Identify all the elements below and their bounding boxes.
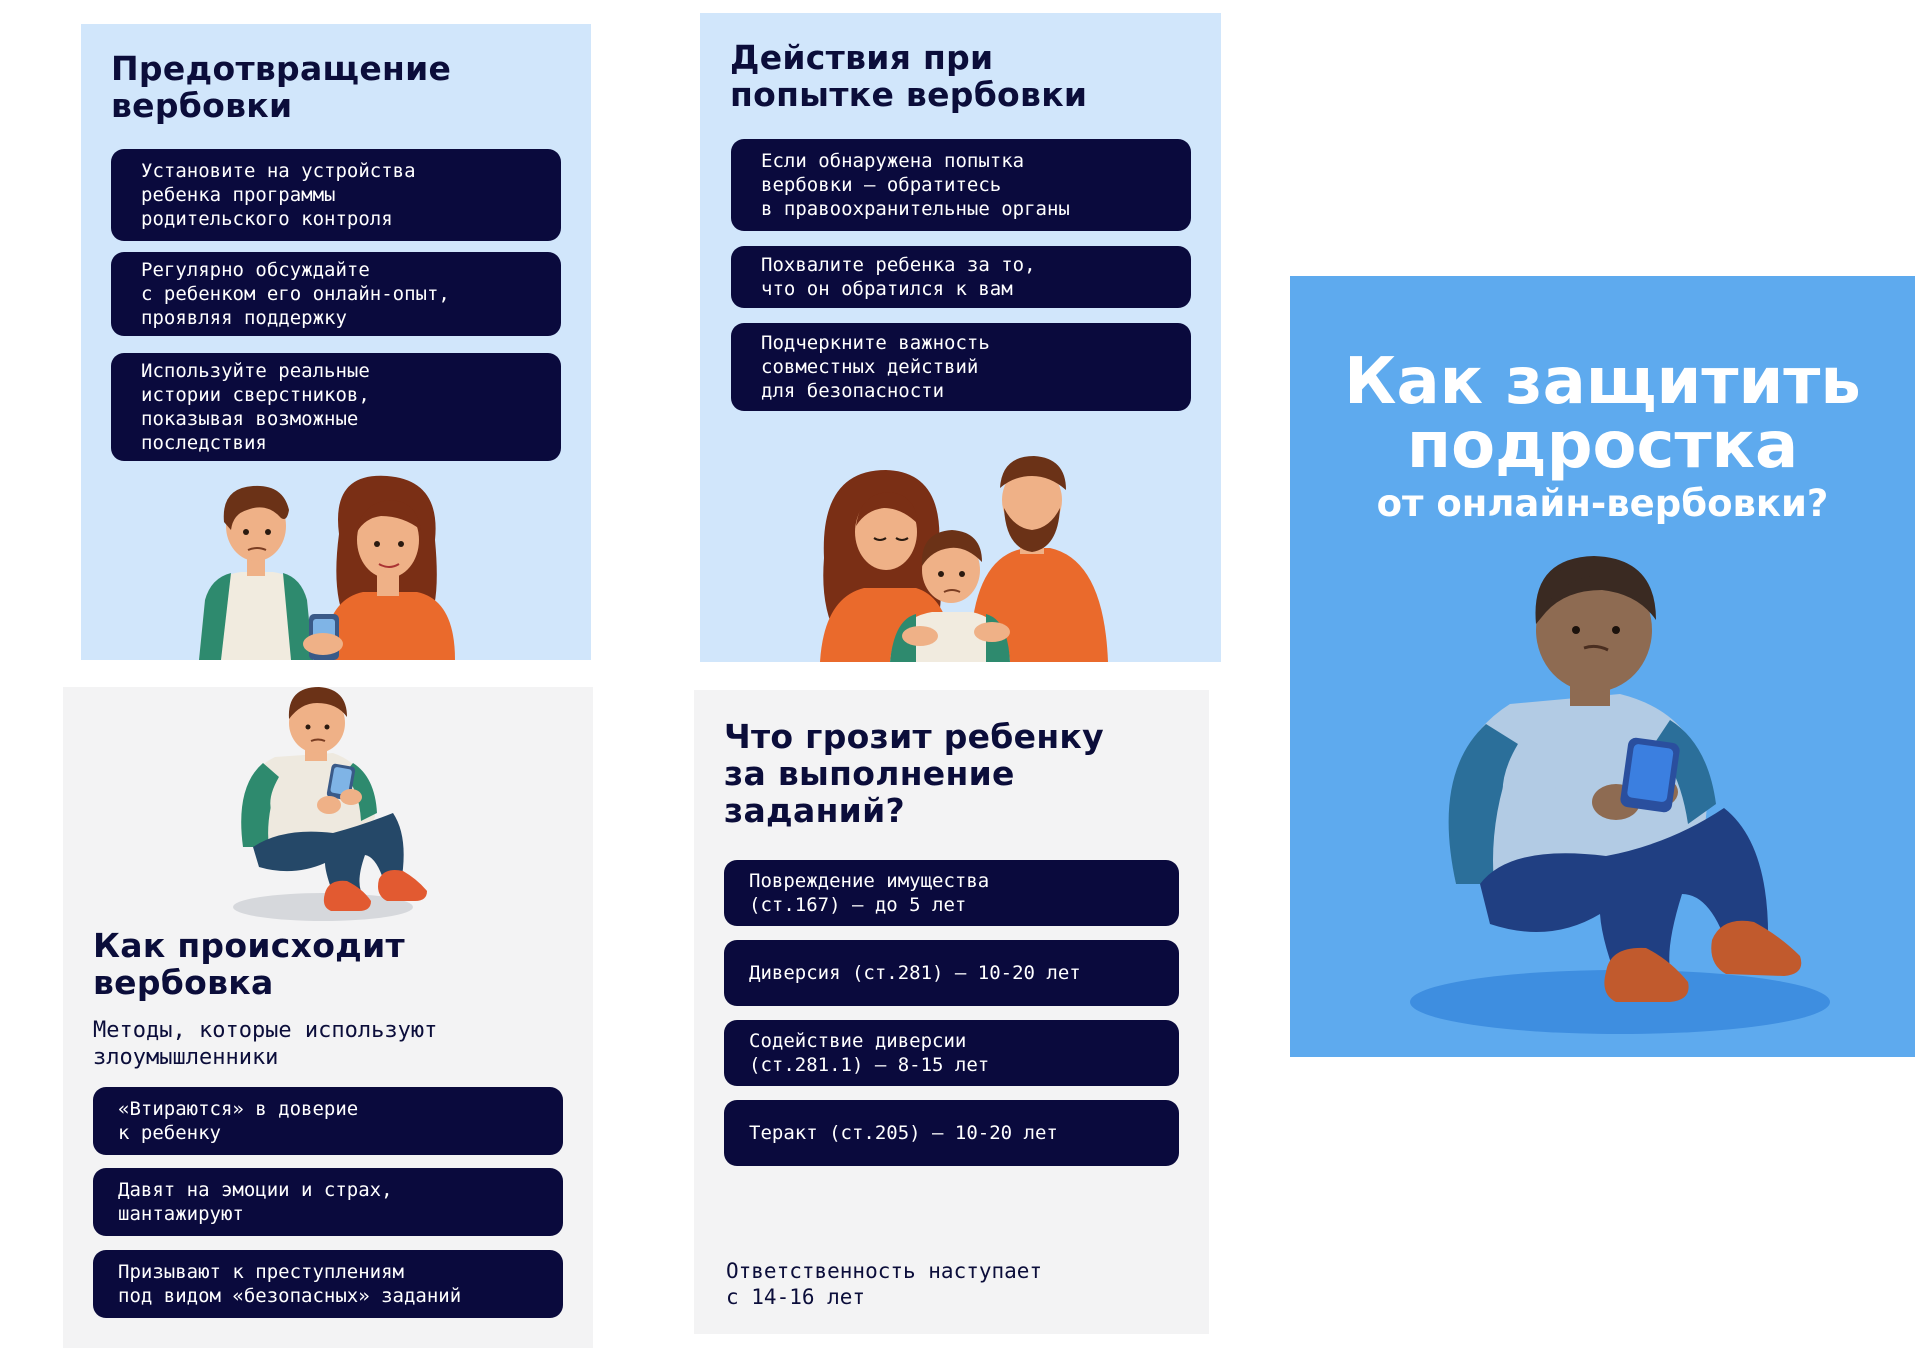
penalties-item-4: Теракт (ст.205) — 10-20 лет <box>724 1100 1179 1166</box>
prevention-item-3: Используйте реальные истории сверстников, показывая возможные последствия <box>111 353 561 461</box>
card-hero <box>1290 276 1915 1057</box>
card-penalties <box>694 690 1209 1334</box>
hero-title-line1: Как защитить <box>1344 345 1861 419</box>
penalties-title: Что грозит ребенку за выполнение заданий? <box>724 717 1104 830</box>
prevention-title: Предотвращение вербовки <box>111 49 452 125</box>
card-methods <box>63 687 593 1348</box>
methods-title: Как происходит вербовка <box>93 926 405 1002</box>
methods-item-2: Давят на эмоции и страх, шантажируют <box>93 1168 563 1236</box>
penalties-item-2: Диверсия (ст.281) — 10-20 лет <box>724 940 1179 1006</box>
teen-sitting-with-phone-illustration <box>213 687 443 927</box>
prevention-item-2: Регулярно обсуждайте с ребенком его онлайн-опыт, проявляя поддержку <box>111 252 561 336</box>
penalties-item-3: Содействие диверсии (ст.281.1) — 8-15 лет <box>724 1020 1179 1086</box>
sad-teen-with-phone-illustration <box>1370 544 1850 1044</box>
actions-item-2: Похвалите ребенка за то, что он обратился к вам <box>731 246 1191 308</box>
hero-title-line2: подростка <box>1406 409 1799 483</box>
hero-title-line3: от онлайн-вербовки? <box>1376 482 1829 525</box>
penalties-item-1: Повреждение имущества (ст.167) — до 5 лет <box>724 860 1179 926</box>
family-hug-illustration <box>820 448 1110 662</box>
methods-subtitle: Методы, которые используют злоумышленники <box>93 1018 438 1070</box>
methods-item-1: «Втираются» в доверие к ребенку <box>93 1087 563 1155</box>
actions-title: Действия при попытке вербовки <box>730 38 1088 114</box>
methods-item-3: Призывают к преступлениям под видом «безопасных» заданий <box>93 1250 563 1318</box>
boy-and-mother-illustration <box>191 474 481 660</box>
card-prevention <box>81 24 591 660</box>
card-actions <box>700 13 1221 662</box>
actions-item-3: Подчеркните важность совместных действий для безопасности <box>731 323 1191 411</box>
penalties-footer: Ответственность наступает с 14-16 лет <box>726 1259 1043 1309</box>
prevention-item-1: Установите на устройства ребенка программы родительского контроля <box>111 149 561 241</box>
actions-item-1: Если обнаружена попытка вербовки – обратитесь в правоохранительные органы <box>731 139 1191 231</box>
